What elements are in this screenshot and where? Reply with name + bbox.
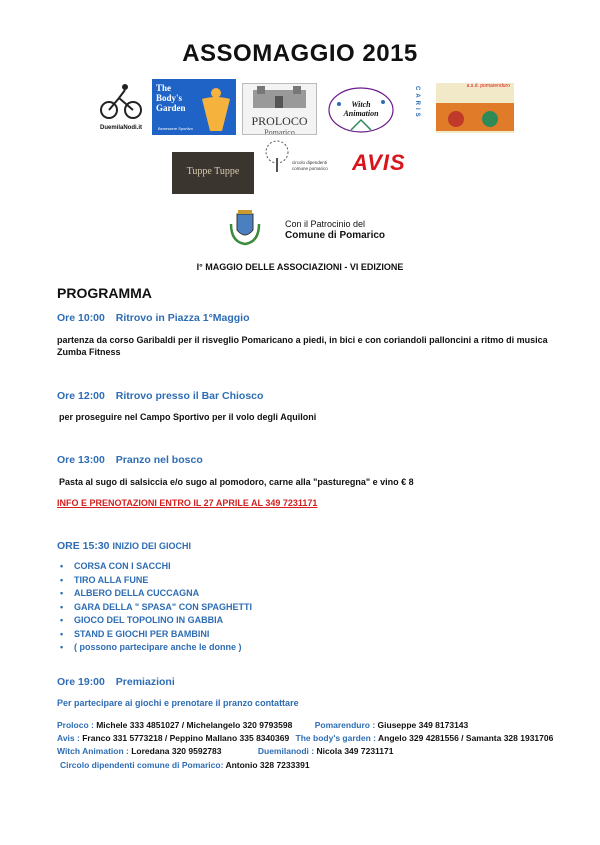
patronage-line2: Comune di Pomarico bbox=[285, 230, 386, 241]
pomarenduro-logo bbox=[436, 83, 514, 133]
tuppe-tuppe-logo bbox=[172, 152, 254, 194]
programma-heading: PROGRAMMA bbox=[57, 285, 152, 301]
section-title: Ritrovo presso il Bar Chiosco bbox=[115, 390, 264, 402]
list-item: • GIOCO DEL TOPOLINO IN GABBIA bbox=[74, 614, 252, 628]
pomarenduro-label: a.s.d. pomarenduro bbox=[466, 83, 510, 89]
section-1900-heading bbox=[57, 676, 175, 688]
tuppe-label: Tuppe Tuppe bbox=[186, 166, 240, 177]
contact-label: Circolo dipendenti comune di Pomarico: bbox=[60, 760, 224, 770]
section-1300-heading bbox=[57, 454, 203, 466]
section-1300-text: Pasta al sugo di salsiccia e/o sugo al pomodoro, carne alla "pasturegna" e vino € 8 bbox=[59, 477, 414, 487]
list-item: • GARA DELLA " SPASA" CON SPAGHETTI bbox=[74, 601, 252, 615]
list-item: • CORSA CON I SACCHI bbox=[74, 560, 252, 574]
duemilanodi-label: DuemilaNodi.it bbox=[99, 125, 142, 131]
tree-icon bbox=[262, 140, 292, 174]
contacts-intro: Per partecipare ai giochi e prenotare il pranzo contattare bbox=[57, 698, 299, 708]
proloco-label: PROLOCO bbox=[251, 114, 308, 128]
section-title: Premiazioni bbox=[115, 676, 175, 688]
contact-line-avis bbox=[57, 733, 553, 743]
section-1000-heading bbox=[57, 312, 250, 324]
cyclist-icon bbox=[95, 80, 147, 120]
contact-label: Pomarenduro : bbox=[314, 720, 376, 730]
proloco-logo bbox=[242, 83, 317, 135]
motorcycle-icon bbox=[436, 89, 514, 131]
patronage-line1: Con il Patrocinio del bbox=[285, 219, 366, 229]
section-title: Ritrovo in Piazza 1°Maggio bbox=[115, 312, 250, 324]
contact-line-proloco bbox=[57, 720, 468, 730]
section-time: Ore 12:00 bbox=[57, 390, 105, 402]
circolo-label: circolo dipendenti comune pomarico bbox=[292, 160, 328, 171]
contact-line-circolo bbox=[60, 760, 310, 770]
duemilanodi-logo bbox=[95, 80, 147, 132]
section-1000-text bbox=[57, 334, 557, 358]
coat-of-arms-icon bbox=[228, 210, 262, 246]
info-reservation-notice: INFO E PRENOTAZIONI ENTRO IL 27 APRILE AL 349 7231171 bbox=[57, 498, 318, 508]
bodys-garden-sub: Benessere Sportivo bbox=[158, 126, 193, 131]
contact-value: Franco 331 5773218 / Peppino Mallano 335 8340369 bbox=[82, 733, 290, 743]
contact-value: Loredana 320 9592783 bbox=[131, 746, 222, 756]
circolo-logo bbox=[262, 140, 340, 188]
poster-title: ASSOMAGGIO 2015 bbox=[182, 40, 418, 67]
section-time: Ore 13:00 bbox=[57, 454, 105, 466]
contact-label: The body's garden : bbox=[295, 733, 376, 743]
section-time: ORE 15:30 bbox=[57, 540, 110, 552]
contact-value: Michele 333 4851027 / Michelangelo 320 9793598 bbox=[96, 720, 293, 730]
bodys-garden-label: The Body's Garden bbox=[156, 83, 186, 113]
castle-icon bbox=[243, 84, 316, 110]
witch-label: Witch Animation bbox=[343, 100, 379, 118]
section-title: INIZIO DEI GIOCHI bbox=[112, 541, 191, 551]
patronage-block bbox=[285, 218, 385, 242]
contact-label: Witch Animation : bbox=[57, 746, 129, 756]
section-1530-heading bbox=[57, 540, 191, 552]
section-title: Pranzo nel bosco bbox=[115, 454, 203, 466]
section-1200-text: per proseguire nel Campo Sportivo per il volo degli Aquiloni bbox=[59, 412, 317, 422]
section-text-line: partenza da corso Garibaldi per il risveglio Pomaricano a piedi, in bici e con coriandoli palloncini a ritmo di musica bbox=[57, 335, 548, 345]
comune-crest bbox=[228, 210, 262, 246]
contact-line-witch bbox=[57, 746, 394, 756]
avis-label: AVIS bbox=[352, 150, 406, 175]
witch-animation-logo bbox=[325, 84, 397, 136]
games-list bbox=[60, 560, 252, 655]
edition-heading: I° MAGGIO DELLE ASSOCIAZIONI - VI EDIZIONE bbox=[196, 262, 404, 272]
section-1200-heading bbox=[57, 390, 263, 402]
section-time: Ore 10:00 bbox=[57, 312, 105, 324]
avis-logo bbox=[352, 150, 428, 182]
section-time: Ore 19:00 bbox=[57, 676, 105, 688]
contact-value: Nicola 349 7231171 bbox=[316, 746, 394, 756]
contact-value: Antonio 328 7233391 bbox=[225, 760, 310, 770]
bodybuilder-icon bbox=[198, 85, 234, 133]
contact-value: Giuseppe 349 8173143 bbox=[377, 720, 469, 730]
list-item: • ALBERO DELLA CUCCAGNA bbox=[74, 587, 252, 601]
list-item: • ( possono partecipare anche le donne ) bbox=[74, 641, 252, 655]
list-item: • STAND E GIOCHI PER BAMBINI bbox=[74, 628, 252, 642]
proloco-sub: Pomarico bbox=[264, 128, 295, 135]
contact-label: Avis : bbox=[57, 733, 80, 743]
contact-label: Proloco : bbox=[57, 720, 94, 730]
section-text-line: Zumba Fitness bbox=[57, 347, 121, 357]
bodys-garden-logo bbox=[152, 79, 236, 135]
caris-logo bbox=[402, 86, 434, 132]
contact-value: Angelo 329 4281556 / Samanta 328 1931706 bbox=[378, 733, 554, 743]
caris-letters: CARIS bbox=[414, 86, 420, 120]
contact-label: Duemilanodi : bbox=[257, 746, 315, 756]
list-item: • TIRO ALLA FUNE bbox=[74, 574, 252, 588]
